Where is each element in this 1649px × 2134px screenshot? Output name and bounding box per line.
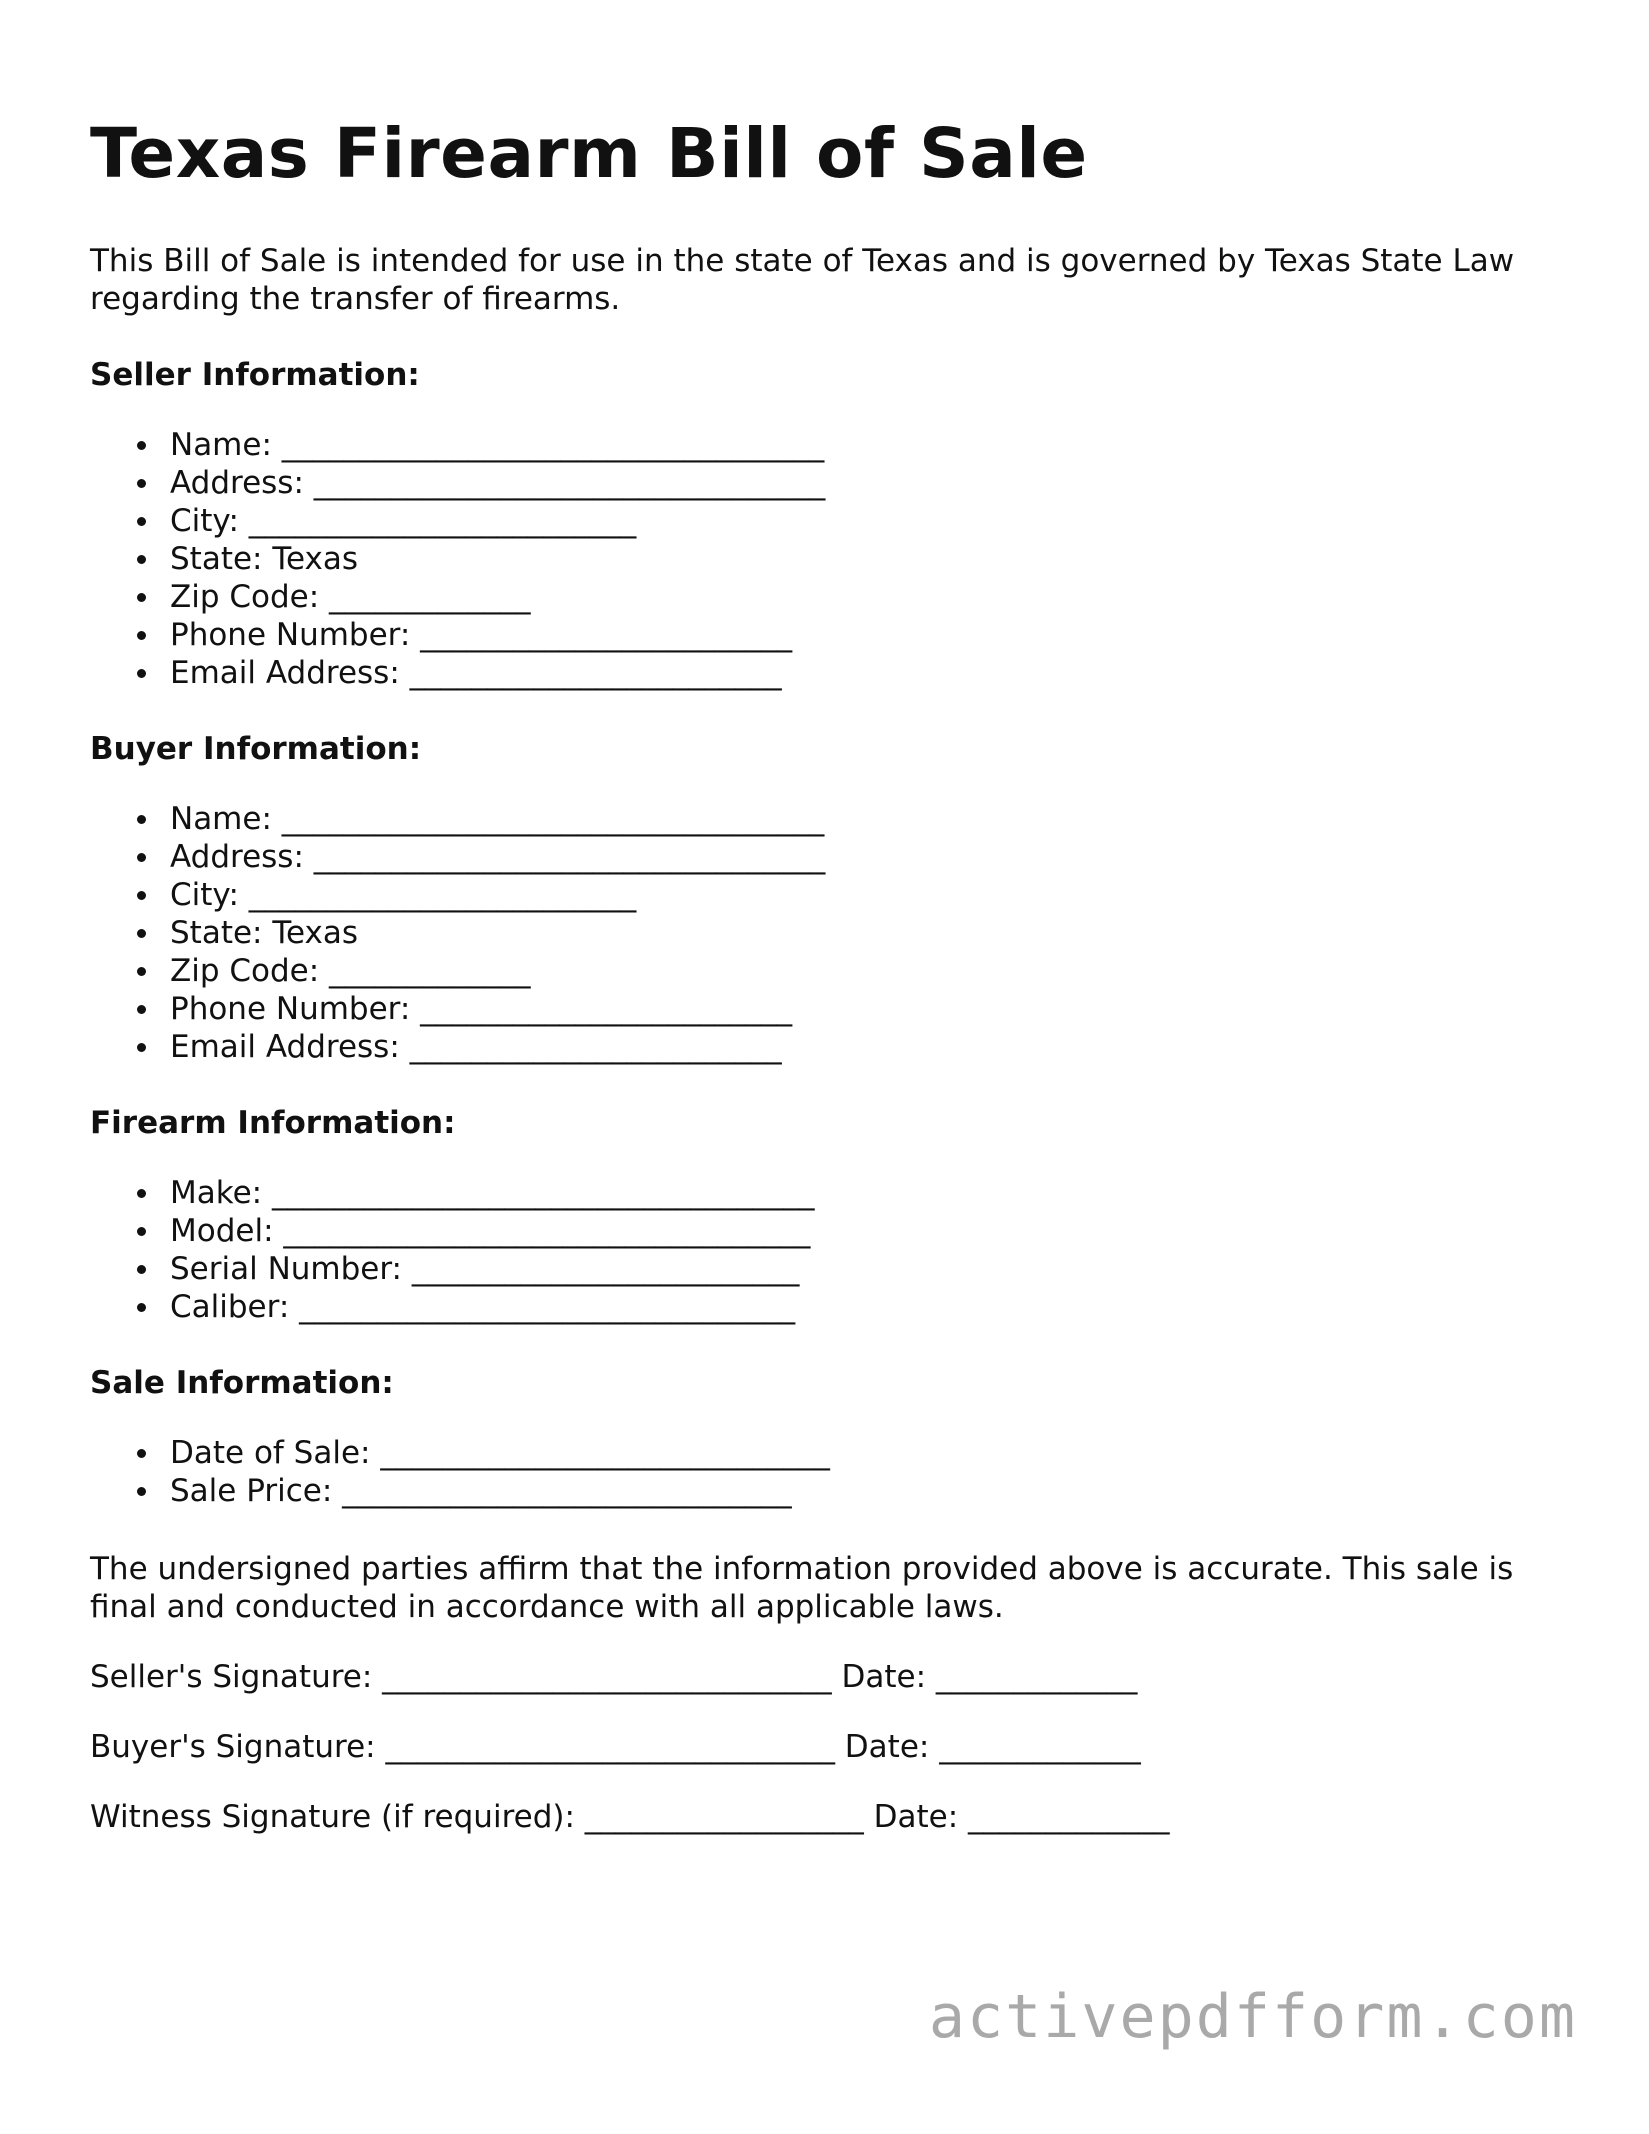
sale-price-field: Sale Price: _____________________________ (90, 1472, 1570, 1510)
seller-section-heading: Seller Information: (90, 357, 420, 393)
seller-state-field: State: Texas (90, 540, 1570, 578)
buyer-zip-field: Zip Code: _____________ (90, 952, 1570, 990)
firearm-field-list (90, 1174, 1570, 1326)
document-page (90, 112, 1570, 1836)
sale-field-list (90, 1434, 1570, 1510)
seller-zip-field: Zip Code: _____________ (90, 578, 1570, 616)
firearm-serial-field: Serial Number: _________________________ (90, 1250, 1570, 1288)
buyer-phone-field: Phone Number: ________________________ (90, 990, 1570, 1028)
buyer-email-field: Email Address: ________________________ (90, 1028, 1570, 1066)
seller-address-field: Address: _________________________________ (90, 464, 1570, 502)
seller-name-field: Name: ___________________________________ (90, 426, 1570, 464)
affirmation-paragraph: The undersigned parties affirm that the information provided above is accurate. This sale is final and conducted in accordance with all applicable laws. (90, 1551, 1514, 1625)
sale-date-field: Date of Sale: _____________________________ (90, 1434, 1570, 1472)
buyer-address-field: Address: _________________________________ (90, 838, 1570, 876)
page-title: Texas Firearm Bill of Sale (90, 114, 1088, 194)
buyer-city-field: City: _________________________ (90, 876, 1570, 914)
buyer-name-field: Name: ___________________________________ (90, 800, 1570, 838)
firearm-section-heading: Firearm Information: (90, 1105, 456, 1141)
intro-paragraph: This Bill of Sale is intended for use in the state of Texas and is governed by Texas State Law regarding the transfer of firearms. (90, 243, 1515, 317)
buyer-field-list (90, 800, 1570, 1066)
buyer-section-heading: Buyer Information: (90, 731, 422, 767)
firearm-make-field: Make: ___________________________________ (90, 1174, 1570, 1212)
witness-signature-line: Witness Signature (if required): __________________ Date: _____________ (90, 1799, 1170, 1835)
firearm-caliber-field: Caliber: ________________________________ (90, 1288, 1570, 1326)
watermark-text: activepdfform.com (928, 1982, 1577, 2052)
seller-signature-line: Seller's Signature: _____________________________ Date: _____________ (90, 1659, 1138, 1695)
buyer-state-field: State: Texas (90, 914, 1570, 952)
seller-phone-field: Phone Number: ________________________ (90, 616, 1570, 654)
seller-field-list (90, 426, 1570, 692)
firearm-model-field: Model: __________________________________ (90, 1212, 1570, 1250)
seller-email-field: Email Address: ________________________ (90, 654, 1570, 692)
buyer-signature-line: Buyer's Signature: _____________________________ Date: _____________ (90, 1729, 1141, 1765)
sale-section-heading: Sale Information: (90, 1365, 394, 1401)
seller-city-field: City: _________________________ (90, 502, 1570, 540)
